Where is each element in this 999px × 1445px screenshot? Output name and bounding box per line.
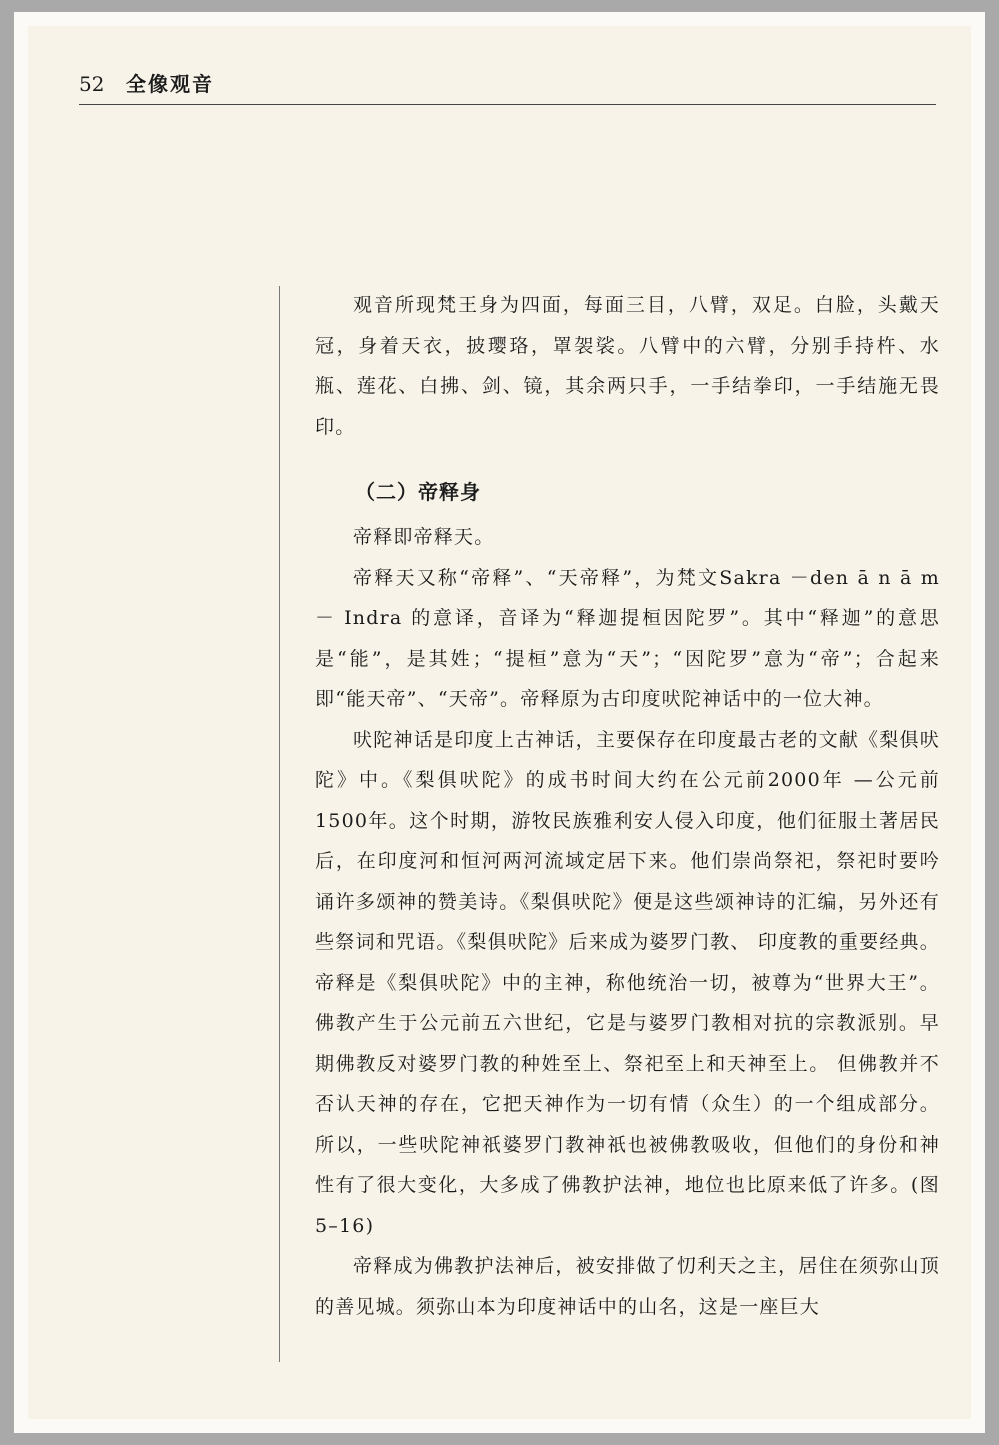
page-paper <box>28 26 971 1419</box>
margin-rule <box>279 286 280 1362</box>
paragraph-vedic-myth: 吠陀神话是印度上古神话，主要保存在印度最古老的文献《梨俱吠陀》中。《梨俱吠陀》的成书时间大约在公元前2000年 —公元前1500年。这个时期，游牧民族雅利安人侵入印度，他们征服土著居民后，在印度河和恒河两河流域定居下来。他们崇尚祭祀，祭祀时要吟诵许多颂神的赞美诗。《梨俱吠陀》便是这些颂神诗的汇编，另外还有些祭词和咒语。《梨俱吠陀》后来成为婆罗门教、 印度教的重要经典。帝释是《梨俱吠陀》中的主神，称他统治一切，被尊为“世界大王”。佛教产生于公元前五六世纪，它是与婆罗门教相对抗的宗教派别。早期佛教反对婆罗门教的种姓至上、祭祀至上和天神至上。 但佛教并不否认天神的存在，它把天神作为一切有情（众生）的一个组成部分。所以，一些吠陀神祇婆罗门教神祇也被佛教吸收，但他们的身份和神性有了很大变化，大多成了佛教护法神，地位也比原来低了许多。(图 5–16) <box>315 728 940 1237</box>
book-page <box>14 12 985 1433</box>
paragraph-etymology: 帝释天又称“帝释”、“天帝释”，为梵文Sakra －den ā n ā m － Indra 的意译，音译为“释迦提桓因陀罗”。其中“释迦”的意思是“能”，是其姓；“提桓”意为“天”；“因陀罗”意为“帝”；合起来即“能天帝”、“天帝”。帝释原为古印度吠陀神话中的一位大神。 <box>315 566 940 710</box>
section-heading: （二）帝释身 <box>355 480 481 504</box>
paragraph-protector: 帝释成为佛教护法神后，被安排做了忉利天之主，居住在须弥山顶的善见城。须弥山本为印度神话中的山名，这是一座巨大 <box>315 1255 940 1318</box>
header-rule <box>79 104 936 105</box>
body-text <box>315 285 940 1327</box>
page-number: 52 <box>79 72 105 96</box>
paragraph-brahma-form: 观音所现梵王身为四面，每面三目，八臂，双足。白脸，头戴天冠，身着天衣，披璎珞，罩袈裟。八臂中的六臂，分别手持杵、水瓶、莲花、白拂、剑、镜，其余两只手，一手结拳印，一手结施无畏印。 <box>315 294 940 438</box>
running-title: 全像观音 <box>126 72 214 96</box>
page-header <box>79 69 936 103</box>
paragraph-definition: 帝释即帝释天。 <box>353 526 495 548</box>
